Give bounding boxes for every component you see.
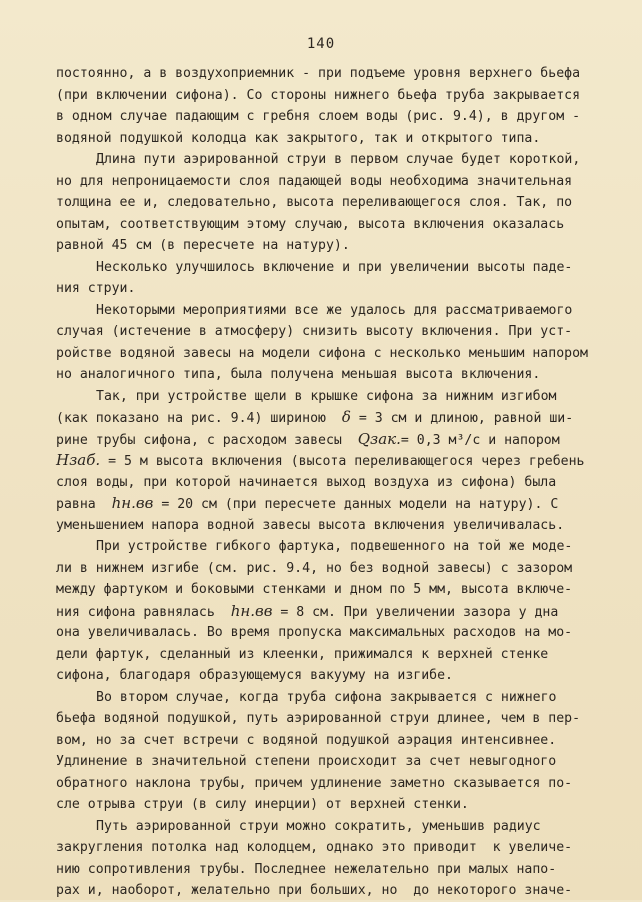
line-text: толщина ее и, следовательно, высота переливающегося слоя. Так, по <box>56 195 573 210</box>
line-text: Несколько улучшилось включение и при увеличении высоты паде- <box>96 259 573 275</box>
text-line <box>56 214 604 236</box>
line-text: в одном случае падающим с гребня слоем воды (рис. 9.4), в другом - <box>56 109 581 124</box>
line-text: сле отрыва струи (в силу инерции) от верхней стенки. <box>56 797 469 812</box>
text-line <box>56 128 604 150</box>
line-text-rest: = 5 м высота включения (высота переливающегося через гребень <box>100 454 585 469</box>
text-line <box>56 665 604 687</box>
text-line <box>56 278 604 300</box>
line-text: случая (истечение в атмосферу) снизить высоту включения. При уст- <box>56 324 573 339</box>
line-text-rest: = 3 см и длиною, равной ши- <box>350 411 574 426</box>
line-text: постоянно, а в воздухоприемник - при подъеме уровня верхнего бьефа <box>56 66 581 81</box>
text-line <box>56 235 604 257</box>
text-line <box>56 493 604 515</box>
text-line <box>56 579 604 601</box>
line-text: Некоторыми мероприятиями все же удалось для рассматриваемого <box>96 302 573 318</box>
handwritten-symbol: hн.вв <box>230 601 273 620</box>
line-text: Во втором случае, когда труба сифона закрывается с нижнего <box>96 689 557 705</box>
text-line <box>56 730 604 752</box>
text-line <box>56 63 604 85</box>
text-line <box>56 644 604 666</box>
text-line <box>56 751 604 773</box>
body-text <box>56 63 604 902</box>
text-line <box>56 837 604 859</box>
line-text-rest: = 8 см. При увеличении зазора у дна <box>272 604 559 620</box>
text-line <box>56 558 604 580</box>
line-text: между фартуком и боковыми стенками и дном по 5 мм, высота включе- <box>56 582 573 597</box>
line-text: но аналогичного типа, была получена меньшая высота включения. <box>56 367 541 382</box>
text-line <box>56 364 604 386</box>
line-text: Так, при устройстве щели в крышке сифона за нижним изгибом <box>96 388 557 404</box>
text-line <box>56 192 604 214</box>
text-line <box>56 601 604 623</box>
text-line <box>56 794 604 816</box>
line-text: равна <box>56 497 96 512</box>
line-text: обратного наклона трубы, причем удлинение заметно сказывается по- <box>56 775 573 791</box>
line-text: дели фартук, сделанный из клеенки, прижимался к верхней стенке <box>56 646 549 662</box>
text-line <box>56 106 604 128</box>
line-text: ли в нижнем изгибе (см. рис. 9.4, но без водной завесы) с зазором <box>56 560 573 576</box>
line-text: ния сифона равнялась <box>56 604 215 620</box>
line-text: (при включении сифона). Со стороны нижнего бьефа труба закрывается <box>56 87 581 103</box>
handwritten-symbol: Qзак. <box>357 429 401 448</box>
line-text: водяной подушкой колодца как закрытого, так и открытого типа. <box>56 130 541 146</box>
line-text: слоя воды, при которой начинается выход воздуха из сифона) была <box>56 474 557 490</box>
text-line <box>56 149 604 171</box>
text-line <box>56 708 604 730</box>
text-line <box>56 407 604 429</box>
text-line <box>56 450 604 472</box>
text-line <box>56 386 604 408</box>
text-line <box>56 515 604 537</box>
line-text: Путь аэрированной струи можно сократить, уменьшив радиус <box>96 818 541 834</box>
text-line <box>56 472 604 494</box>
text-line <box>56 687 604 709</box>
text-line <box>56 300 604 322</box>
text-line <box>56 816 604 838</box>
line-text: ройстве водяной завесы на модели сифона с несколько меньшим напором <box>56 345 588 361</box>
text-line <box>56 321 604 343</box>
line-text: уменьшением напора водной завесы высота включения увеличивалась. <box>56 517 565 533</box>
line-text: Длина пути аэрированной струи в первом случае будет короткой, <box>96 152 581 167</box>
line-text: (как показано на рис. 9.4) шириною <box>56 411 326 426</box>
line-text: рине трубы сифона, с расходом завесы <box>56 432 342 448</box>
line-text: рах и, наоборот, желательно при больших, но до некоторого значе- <box>56 883 573 898</box>
line-text: но для непроницаемости слоя падающей воды необходима значительная <box>56 173 573 189</box>
text-line <box>56 257 604 279</box>
page-number: 140 <box>306 36 336 52</box>
text-line <box>56 536 604 558</box>
line-text: опытам, соответствующим этому случаю, высота включения оказалась <box>56 216 565 232</box>
line-text-rest: = 20 см (при пересчете данных модели на натуру). С <box>153 497 559 512</box>
line-text: вом, но за счет встречи с водяной подушкой аэрация интенсивнее. <box>56 732 557 748</box>
text-line <box>56 429 604 451</box>
line-text: бьефа водяной подушкой, путь аэрированной струи длинее, чем в пер- <box>56 711 581 726</box>
line-text: сифона, благодаря образующемуся вакууму на изгибе. <box>56 668 453 683</box>
text-line <box>56 171 604 193</box>
handwritten-symbol: δ <box>341 408 351 426</box>
line-text: Удлинение в значительной степени происходит за счет невыгодного <box>56 754 557 769</box>
line-text: закругления потолка над колодцем, однако это приводит к увеличе- <box>56 840 573 855</box>
line-text: нию сопротивления трубы. Последнее нежелательно при малых напо- <box>56 861 557 877</box>
handwritten-symbol: Hзаб. <box>56 451 101 469</box>
text-line <box>56 880 604 902</box>
handwritten-symbol: hн.вв <box>111 494 154 512</box>
line-text: она увеличивалась. Во время пропуска максимальных расходов на мо- <box>56 625 573 640</box>
line-text-rest: = 0,3 м³/с и напором <box>400 432 560 448</box>
text-line <box>56 343 604 365</box>
line-text: При устройстве гибкого фартука, подвешенного на той же моде- <box>96 539 573 554</box>
line-text: равной 45 см (в пересчете на натуру). <box>56 238 350 253</box>
text-line <box>56 622 604 644</box>
text-line <box>56 859 604 881</box>
line-text: ния струи. <box>56 281 136 296</box>
text-line <box>56 85 604 107</box>
text-line <box>56 773 604 795</box>
